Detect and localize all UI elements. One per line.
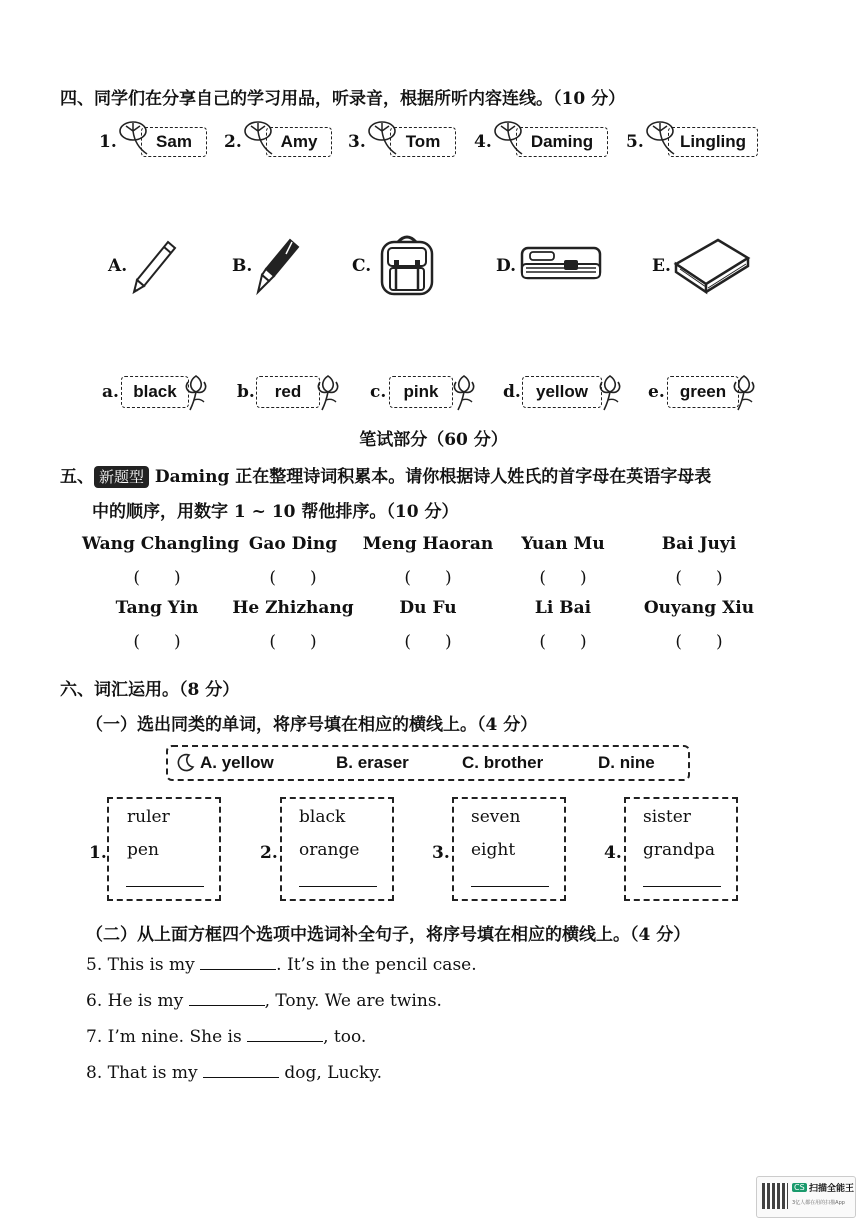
poet-name: Gao Ding	[248, 534, 338, 554]
sentence-blank[interactable]	[189, 991, 265, 1006]
name-number: 4.	[474, 132, 492, 152]
name-number: 1.	[99, 132, 117, 152]
cs-logo: CS	[794, 1183, 805, 1192]
poet-name: He Zhizhang	[232, 598, 354, 618]
pencil-icon[interactable]	[128, 236, 180, 296]
section5-title-line2: 中的顺序，用数字 1 ~ 10 帮他排序。（10 分）	[92, 502, 459, 522]
sentence-after: dog, Lucky.	[278, 1063, 383, 1083]
rank-blank[interactable]: ( )	[675, 632, 723, 652]
sentence-6	[86, 991, 442, 1011]
rank-blank[interactable]: ( )	[404, 632, 452, 652]
option-a: A. yellow	[200, 753, 274, 772]
item-letter: A.	[108, 256, 128, 276]
group-number: 1.	[89, 843, 107, 863]
section5-title-text: Daming 正在整理诗词积累本。请你根据诗人姓氏的首字母在英语字母表	[149, 467, 712, 487]
section6-part1-title: （一）选出同类的单词，将序号填在相应的横线上。（4 分）	[86, 715, 538, 735]
flower-icon	[730, 372, 758, 412]
sentence-blank[interactable]	[200, 955, 276, 970]
rank-blank[interactable]: ( )	[133, 632, 181, 652]
group-word: sister	[643, 807, 691, 827]
sentence-after: , Tony. We are twins.	[264, 991, 442, 1011]
name-box-amy[interactable]: Amy	[266, 127, 332, 157]
color-box-red[interactable]: red	[256, 376, 320, 408]
item-letter: D.	[496, 256, 517, 276]
poet-name: Bai Juyi	[661, 534, 737, 554]
rank-blank[interactable]: ( )	[133, 568, 181, 588]
answer-blank[interactable]	[643, 886, 721, 887]
name-box-sam[interactable]: Sam	[141, 127, 207, 157]
name-box-daming[interactable]: Daming	[516, 127, 608, 157]
group-word: seven	[471, 807, 521, 827]
qr-code-icon	[762, 1183, 788, 1209]
schoolbag-icon[interactable]	[374, 232, 440, 298]
answer-blank[interactable]	[126, 886, 204, 887]
name-number: 3.	[348, 132, 366, 152]
pen-icon[interactable]	[252, 236, 304, 296]
written-part-heading: 笔试部分（60 分）	[359, 430, 508, 450]
sentence-before: 6. He is my	[86, 991, 189, 1011]
sentence-after: , too.	[323, 1027, 367, 1047]
color-box-yellow[interactable]: yellow	[522, 376, 602, 408]
poet-name: Yuan Mu	[521, 534, 605, 554]
rank-blank[interactable]: ( )	[539, 568, 587, 588]
rank-blank[interactable]: ( )	[675, 568, 723, 588]
sentence-5	[86, 955, 477, 975]
section5-title-line1	[60, 462, 711, 488]
color-box-green[interactable]: green	[667, 376, 739, 408]
scanner-watermark	[756, 1176, 856, 1218]
rank-blank[interactable]: ( )	[539, 632, 587, 652]
sentence-blank[interactable]	[247, 1027, 323, 1042]
group-word: grandpa	[643, 840, 715, 860]
rank-blank[interactable]: ( )	[404, 568, 452, 588]
color-box-pink[interactable]: pink	[389, 376, 453, 408]
sentence-before: 7. I’m nine. She is	[86, 1027, 248, 1047]
sentence-blank[interactable]	[203, 1063, 279, 1078]
watermark-sub: 3亿人都在用的扫描App	[792, 1200, 845, 1206]
group-word: black	[299, 807, 346, 827]
poet-name: Meng Haoran	[362, 534, 494, 554]
book-icon[interactable]	[672, 234, 752, 296]
group-word: eight	[471, 840, 516, 860]
section6-part2-title: （二）从上面方框四个选项中选词补全句子，将序号填在相应的横线上。（4 分）	[86, 925, 691, 945]
option-c: C. brother	[462, 753, 544, 772]
item-letter: B.	[232, 256, 253, 276]
color-box-black[interactable]: black	[121, 376, 189, 408]
sentence-before: 5. This is my	[86, 955, 201, 975]
option-d: D. nine	[598, 753, 655, 772]
item-letter: C.	[352, 256, 372, 276]
answer-blank[interactable]	[299, 886, 377, 887]
flower-icon	[314, 372, 342, 412]
section6-title: 六、词汇运用。（8 分）	[60, 680, 240, 700]
color-letter: d.	[503, 382, 521, 402]
color-letter: a.	[102, 382, 119, 402]
sentence-8	[86, 1063, 382, 1083]
group-word: pen	[127, 840, 159, 860]
answer-blank[interactable]	[471, 886, 549, 887]
flower-icon	[596, 372, 624, 412]
color-letter: b.	[237, 382, 255, 402]
new-question-badge: 新题型	[94, 466, 149, 488]
flower-icon	[182, 372, 210, 412]
group-number: 4.	[604, 843, 622, 863]
section4-title: 四、同学们在分享自己的学习用品，听录音，根据所听内容连线。（10 分）	[60, 89, 626, 109]
sentence-after: . It’s in the pencil case.	[276, 955, 477, 975]
name-number: 5.	[626, 132, 644, 152]
poet-name: Ouyang Xiu	[643, 598, 755, 618]
poet-name: Du Fu	[399, 598, 457, 618]
rank-blank[interactable]: ( )	[269, 568, 317, 588]
option-b: B. eraser	[336, 753, 409, 772]
sentence-7	[86, 1027, 366, 1047]
rank-blank[interactable]: ( )	[269, 632, 317, 652]
moon-icon	[174, 752, 196, 774]
poet-name: Li Bai	[534, 598, 592, 618]
sentence-before: 8. That is my	[86, 1063, 203, 1083]
name-box-lingling[interactable]: Lingling	[668, 127, 758, 157]
group-number: 3.	[432, 843, 450, 863]
name-box-tom[interactable]: Tom	[390, 127, 456, 157]
pencil-case-icon[interactable]	[518, 240, 604, 288]
group-word: ruler	[127, 807, 170, 827]
color-letter: e.	[648, 382, 665, 402]
poet-name: Wang Changling	[82, 534, 240, 554]
watermark-label: 扫描全能王	[809, 1184, 855, 1194]
group-word: orange	[299, 840, 360, 860]
poet-name: Tang Yin	[115, 598, 199, 618]
flower-icon	[450, 372, 478, 412]
section5-prefix: 五、	[60, 467, 94, 487]
group-number: 2.	[260, 843, 278, 863]
item-letter: E.	[652, 256, 671, 276]
name-number: 2.	[224, 132, 242, 152]
color-letter: c.	[370, 382, 387, 402]
